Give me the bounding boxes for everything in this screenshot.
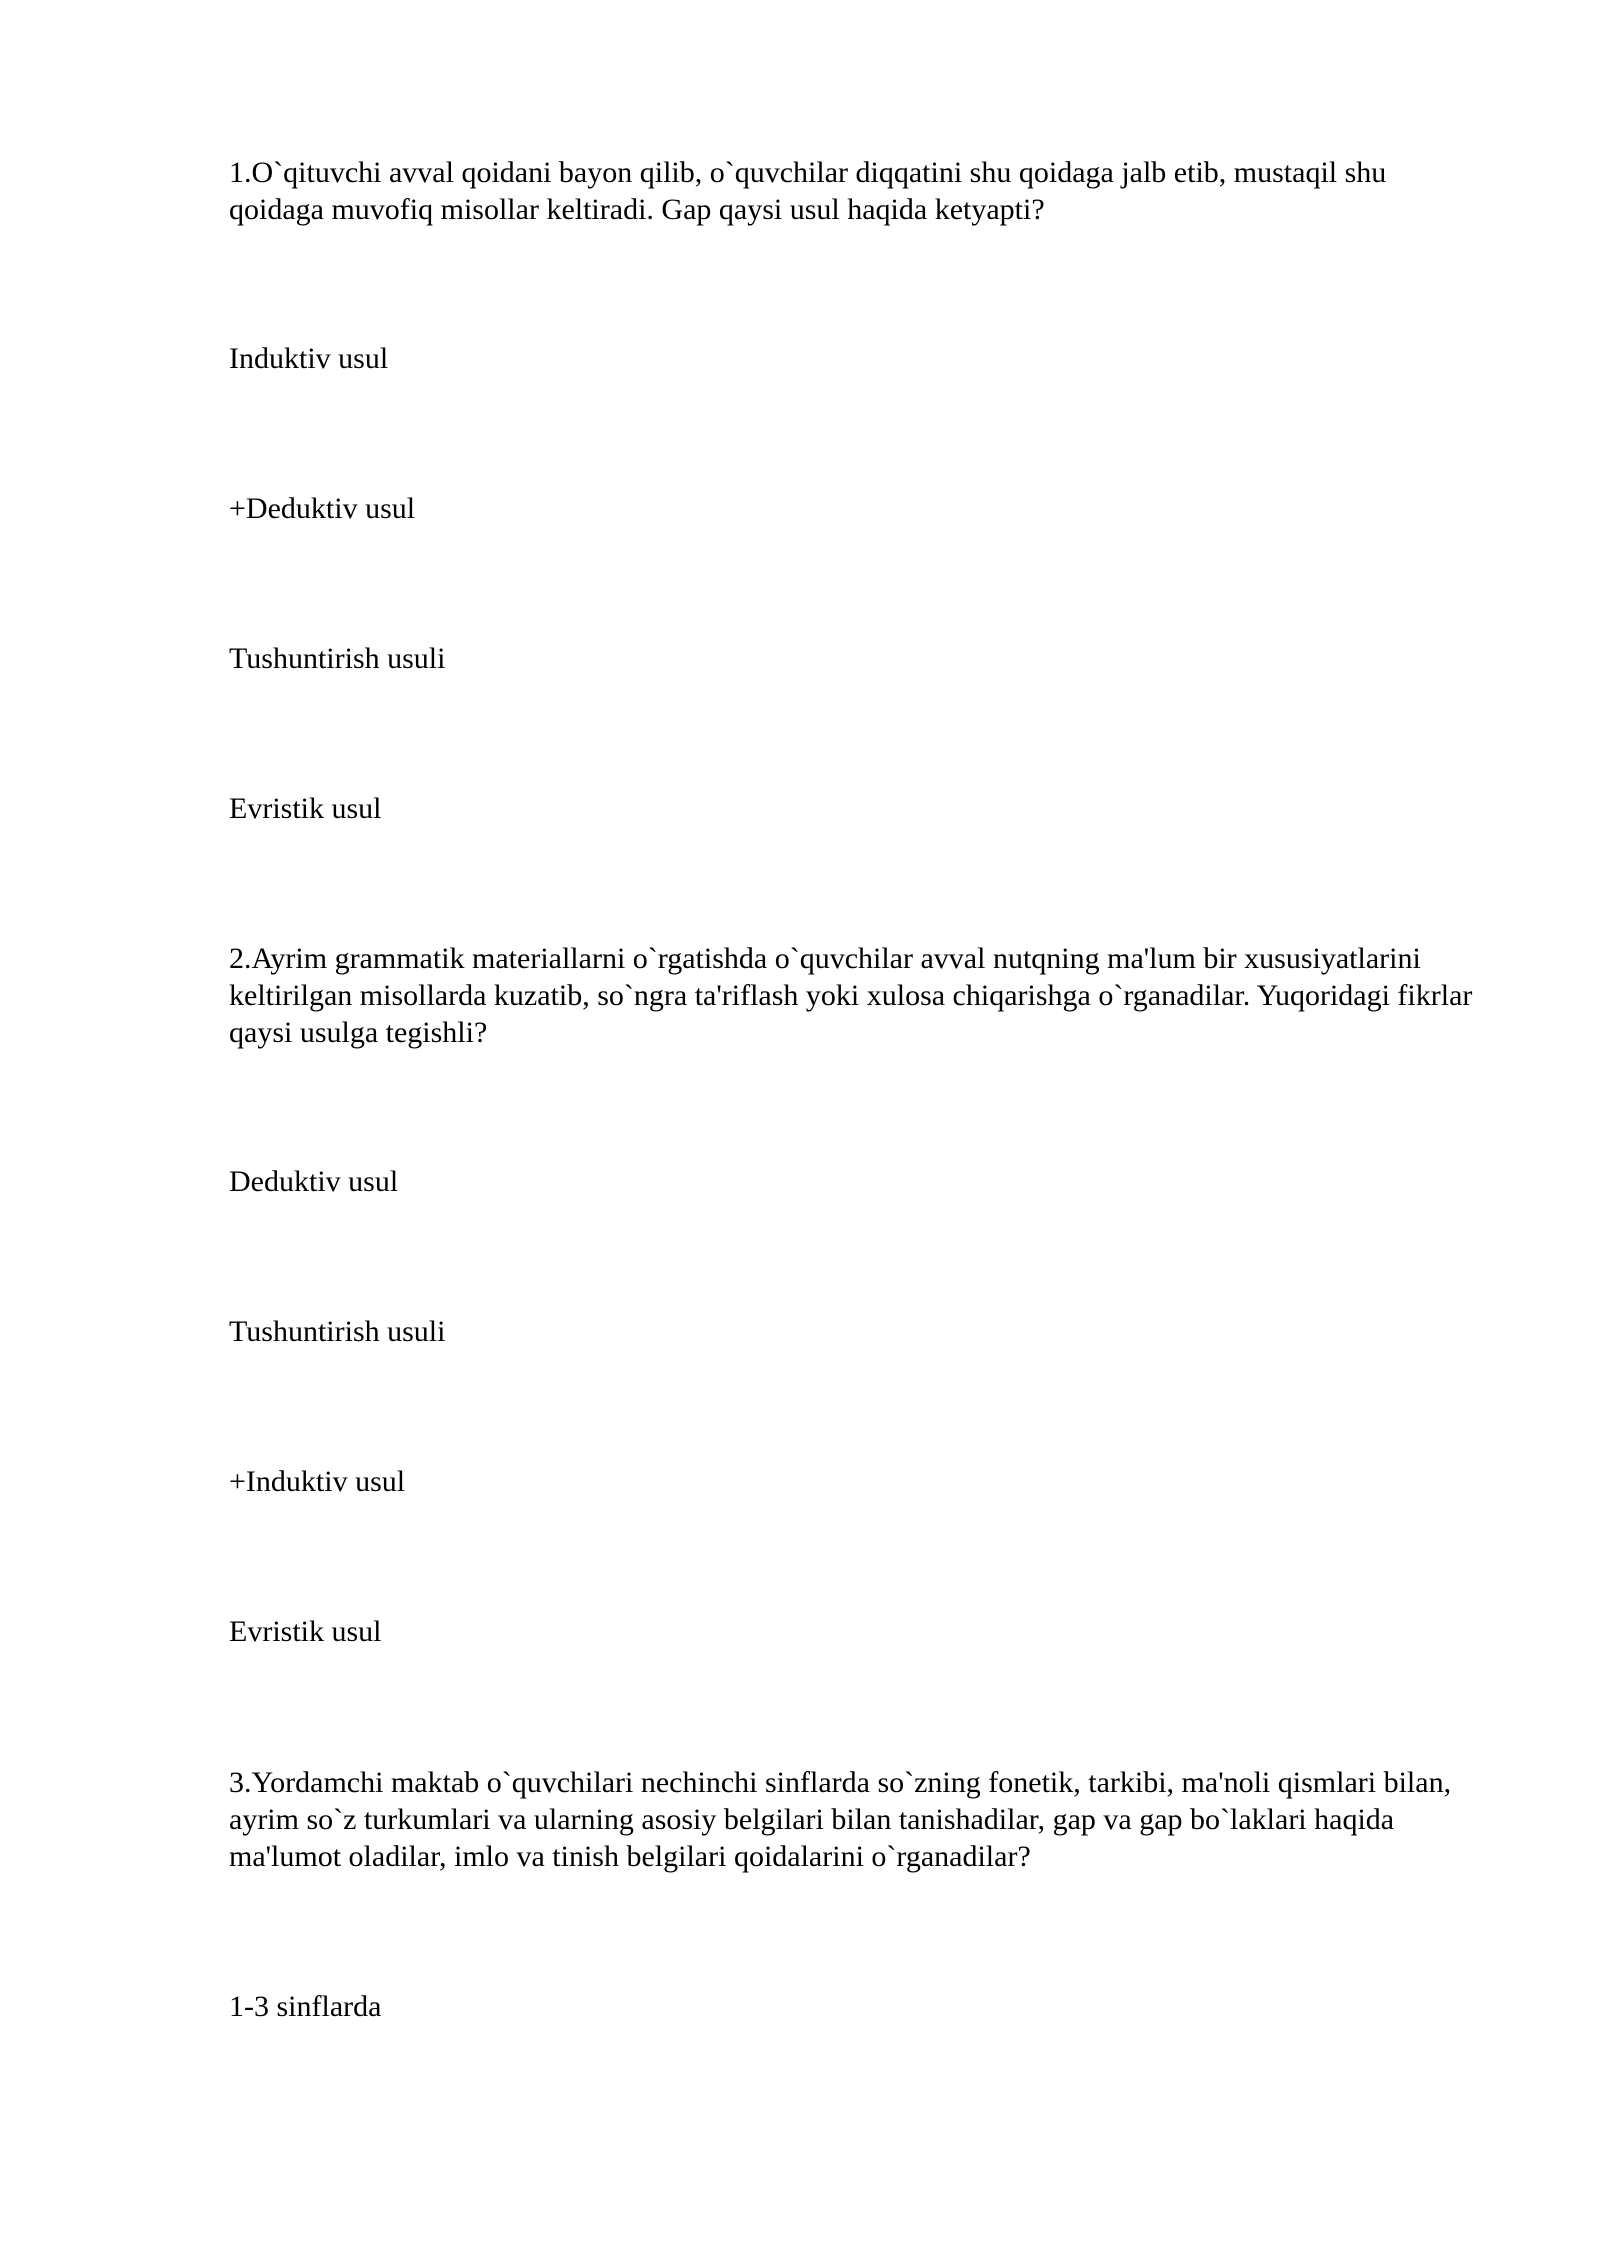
question-2-option-4: Evristik usul [229,1615,382,1648]
question-2-text: 2.Ayrim grammatik materiallarni o`rgatishda o`quvchilar avval nutqning ma'lum bir xususiyatlarini keltirilgan misollarda kuzatib, so`ngra ta'riflash yoki xulosa chiqarishga o`rganadilar. Yuqoridagi fikrlar qaysi usulga tegishli? [229,942,1473,1049]
question-3-text: 3.Yordamchi maktab o`quvchilari nechinchi sinflarda so`zning fonetik, tarkibi, ma'noli qismlari bilan, ayrim so`z turkumlari va ularning asosiy belgilari bilan tanishadilar, gap va gap bo`laklari haqida ma'lumot oladilar, imlo va tinish belgilari qoidalarini o`rganadilar? [229,1766,1452,1873]
question-3-option-1: 1-3 sinflarda [229,1990,382,2023]
question-2-option-3: +Induktiv usul [229,1465,406,1498]
question-2-option-2: Tushuntirish usuli [229,1315,446,1348]
question-1-option-1: Induktiv usul [229,342,389,375]
question-2-option-1: Deduktiv usul [229,1165,399,1198]
question-1-option-3: Tushuntirish usuli [229,642,446,675]
question-1-option-4: Evristik usul [229,792,382,825]
question-1-option-2: +Deduktiv usul [229,492,416,525]
question-1-text: 1.O`qituvchi avval qoidani bayon qilib, o`quvchilar diqqatini shu qoidaga jalb etib, mustaqil shu qoidaga muvofiq misollar keltiradi. Gap qaysi usul haqida ketyapti? [229,156,1387,226]
